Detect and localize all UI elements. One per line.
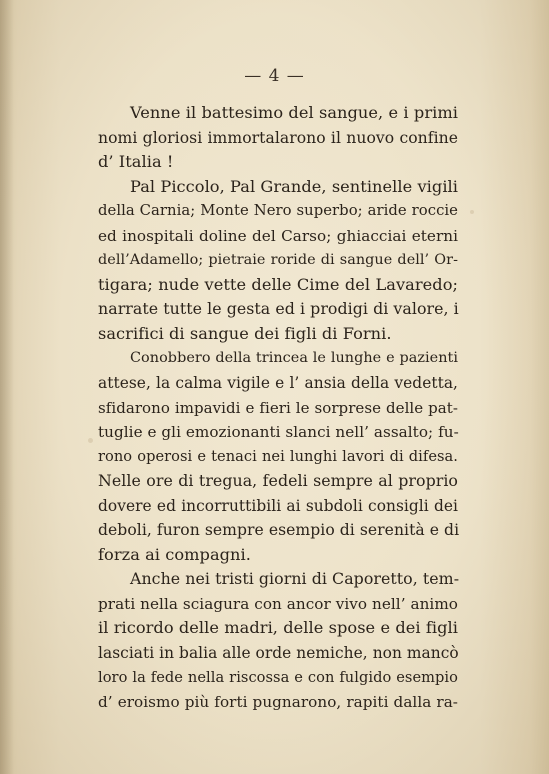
- text-line: dovere ed incorruttibili ai subdoli consigli dei: [98, 496, 458, 515]
- paper-foxing-spot: [470, 210, 474, 214]
- text-line: Venne il battesimo del sangue, e i primi: [130, 103, 458, 122]
- page-number: — 4 —: [244, 66, 305, 86]
- text-line: Conobbero della trincea le lunghe e pazienti: [130, 350, 458, 367]
- text-line: della Carnia; Monte Nero superbo; aride roccie: [98, 202, 458, 220]
- text-line: d’ eroismo più forti pugnarono, rapiti dalla ra-: [98, 693, 458, 712]
- text-line: attese, la calma vigile e l’ ansia della vedetta,: [98, 374, 458, 393]
- text-line: prati nella sciagura con ancor vivo nell’ animo: [98, 594, 458, 613]
- text-line: sfidarono impavidi e fieri le sorprese delle pat-: [98, 398, 458, 417]
- page-spine-shadow: [0, 0, 14, 774]
- paper-foxing-spot: [88, 438, 93, 443]
- text-line: il ricordo delle madri, delle spose e dei figli: [98, 618, 458, 638]
- text-line: tigara; nude vette delle Cime del Lavaredo;: [98, 274, 458, 294]
- text-line: loro la fede nella riscossa e con fulgido esempio: [98, 668, 458, 686]
- text-line: d’ Italia !: [98, 152, 174, 172]
- text-line: Anche nei tristi giorni di Caporetto, tem-: [130, 569, 460, 589]
- text-line: rono operosi e tenaci nei lunghi lavori di difesa.: [98, 447, 458, 465]
- text-line: deboli, furon sempre esempio di serenità e di: [98, 521, 460, 540]
- text-line: lasciati in balia alle orde nemiche, non mancò: [98, 644, 459, 663]
- text-line: nomi gloriosi immortalarono il nuovo confine: [98, 128, 458, 147]
- text-line: forza ai compagni.: [98, 544, 251, 564]
- text-line: sacrifici di sangue dei figli di Forni.: [98, 323, 392, 343]
- text-line: dell’Adamello; pietraie roride di sangue dell’ Or-: [98, 252, 458, 269]
- text-line: narrate tutte le gesta ed i prodigi di valore, i: [98, 299, 459, 319]
- text-line: Pal Piccolo, Pal Grande, sentinelle vigili: [130, 176, 458, 196]
- text-line: Nelle ore di tregua, fedeli sempre al proprio: [98, 471, 458, 491]
- body-text: [98, 101, 458, 715]
- text-line: tuglie e gli emozionanti slanci nell’ assalto; fu-: [98, 423, 459, 442]
- text-line: ed inospitali doline del Carso; ghiacciai eterni: [98, 226, 458, 245]
